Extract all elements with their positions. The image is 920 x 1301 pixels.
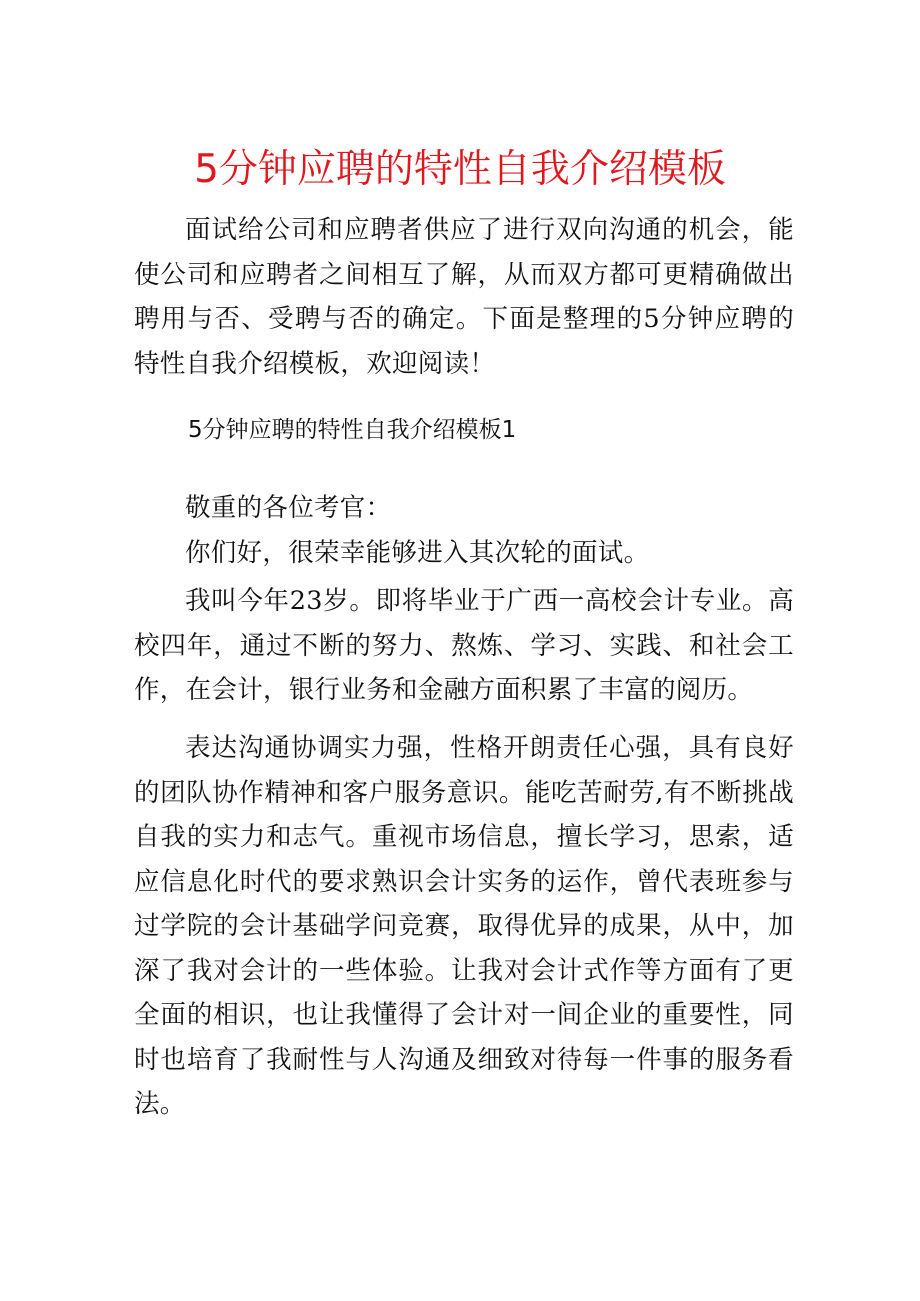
- document-title: 5分钟应聘的特性自我介绍模板: [194, 147, 726, 192]
- hello-line: 你们好，很荣幸能够进入其次轮的面试。: [185, 538, 650, 568]
- section-heading: 5分钟应聘的特性自我介绍模板1: [188, 417, 517, 443]
- intro-paragraph: 面试给公司和应聘者供应了进行双向沟通的机会，能使公司和应聘者之间相互了解，从而双方都可更精确做出聘用与否、受聘与否的确定。下面是整理的5分钟应聘的特性自我介绍模板，欢迎阅读！: [134, 215, 794, 379]
- skills-paragraph: 表达沟通协调实力强，性格开朗责任心强，具有良好的团队协作精神和客户服务意识。能吃苦耐劳,有不断挑战自我的实力和志气。重视市场信息，擅长学习，思索，适应信息化时代的要求熟识会计实务的运作，曾代表班参与过学院的会计基础学问竞赛，取得优异的成果，从中，加深了我对会计的一些体验。让我对会计式作等方面有了更全面的相识，也让我懂得了会计对一间企业的重要性，同时也培育了我耐性与人沟通及细致对待每一件事的服务看法。: [134, 733, 794, 1119]
- greeting-line: 敬重的各位考官：: [185, 493, 392, 523]
- self-intro-paragraph: 我叫今年23岁。即将毕业于广西一高校会计专业。高校四年，通过不断的努力、熬炼、学习、实践、和社会工作，在会计，银行业务和金融方面积累了丰富的阅历。: [134, 586, 794, 705]
